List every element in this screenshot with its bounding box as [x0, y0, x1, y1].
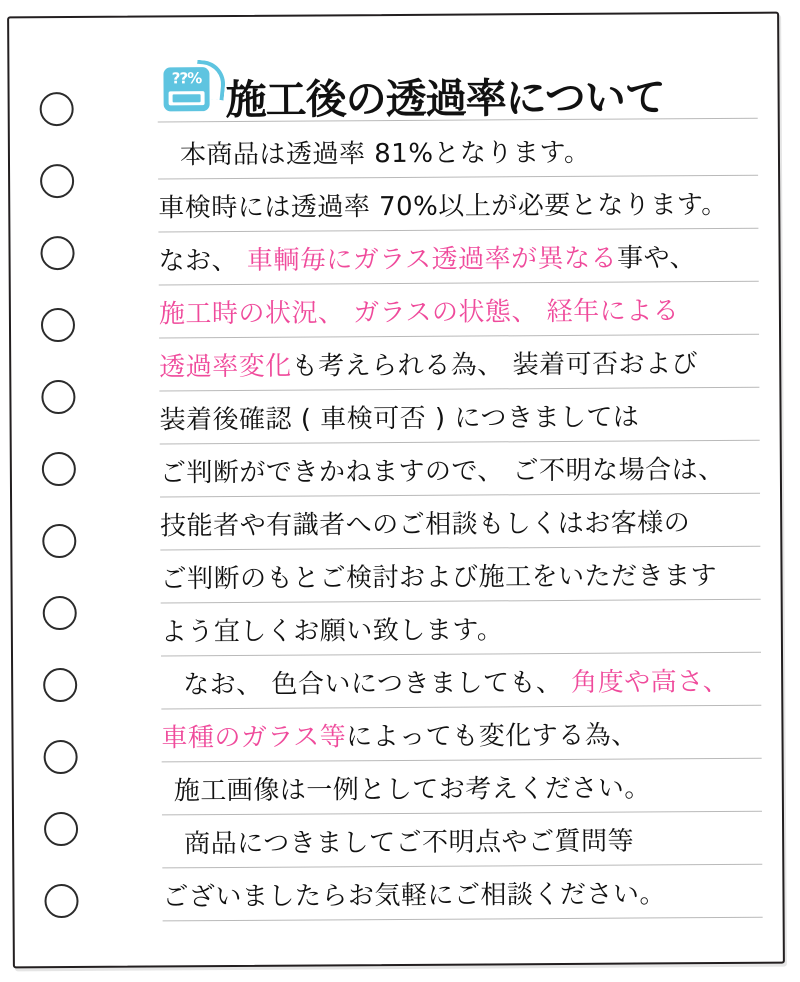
line-text [174, 767, 651, 807]
document-content [157, 44, 762, 922]
punch-hole [40, 164, 74, 198]
punch-hole [43, 596, 77, 630]
plain-text: によっても変化する為、 [346, 720, 638, 753]
punch-hole [41, 380, 75, 414]
line-text [160, 502, 690, 542]
plain-text: 商品につきましてご不明点やご質問等 [184, 826, 635, 860]
icon-badge-label: ??% [171, 69, 202, 88]
punch-hole [44, 812, 78, 846]
text-line [161, 653, 761, 710]
question-mark-window-icon [157, 61, 221, 121]
punch-hole [43, 668, 77, 702]
line-text [160, 555, 717, 595]
plain-text: 施工画像は一例としてお考えください。 [173, 773, 651, 807]
punch-hole-column [32, 92, 97, 922]
plain-text: 車検時には透過率 70%以上が必要となります。 [158, 189, 728, 224]
plain-text: 本商品は透過率 81%となります。 [179, 137, 591, 171]
highlighted-text: 透過率変化 [159, 351, 292, 383]
plain-text: 技能者や有識者へのご相談もしくはお客様の [160, 508, 691, 542]
notepad-sheet [7, 12, 785, 969]
plain-text: なお、 色合いにつきましても、 [183, 667, 563, 701]
line-text [183, 661, 729, 701]
line-text [180, 132, 591, 172]
line-text [184, 821, 634, 861]
text-line [162, 865, 762, 922]
line-text [161, 609, 504, 648]
text-line [160, 547, 760, 604]
plain-text: 事や、 [617, 243, 697, 274]
page-title: 施工後の透過率について [225, 73, 665, 125]
plain-text: ご判断ができかねますので、 ご不明な場合は、 [159, 454, 725, 489]
plain-text: なお、 [158, 245, 239, 277]
plain-text: 装着後確認 ( 車検可否 ) につきましては [159, 402, 640, 436]
line-text [159, 343, 698, 383]
highlighted-text: 施工時の状況、 ガラスの状態、 経年による [158, 296, 680, 330]
line-text [158, 237, 696, 277]
text-line [161, 706, 761, 763]
document-title-row [157, 44, 757, 125]
punch-hole [41, 308, 75, 342]
punch-hole [44, 884, 78, 918]
punch-hole [42, 524, 76, 558]
text-line [162, 812, 762, 869]
line-text [159, 397, 639, 437]
text-line [160, 441, 760, 498]
line-text [160, 449, 725, 489]
line-text [162, 873, 666, 913]
punch-hole [40, 92, 74, 126]
text-line [162, 759, 762, 816]
highlighted-text: 車輌毎にガラス透過率が異なる [238, 243, 618, 276]
plain-text: ご判断のもとご検討および施工をいただきます [160, 561, 718, 595]
text-line [159, 388, 759, 445]
line-text [161, 715, 637, 755]
punch-hole [42, 452, 76, 486]
highlighted-text: 車種のガラス等 [161, 722, 347, 754]
text-line [158, 176, 758, 233]
plain-text: よう宜しくお願い致します。 [160, 615, 504, 648]
text-line [159, 282, 759, 339]
text-line [161, 600, 761, 657]
plain-text: も考えられる為、 装着可否および [291, 349, 699, 382]
punch-hole [44, 740, 78, 774]
plain-text: ございましたらお気軽にご相談ください。 [162, 879, 667, 913]
line-text [158, 184, 728, 224]
text-line [160, 494, 760, 551]
text-line [158, 123, 758, 180]
line-text [159, 290, 679, 330]
ruled-lines [158, 123, 763, 922]
text-line [158, 229, 758, 286]
highlighted-text: 角度や高さ、 [562, 666, 730, 698]
punch-hole [40, 236, 74, 270]
text-line [159, 335, 759, 392]
